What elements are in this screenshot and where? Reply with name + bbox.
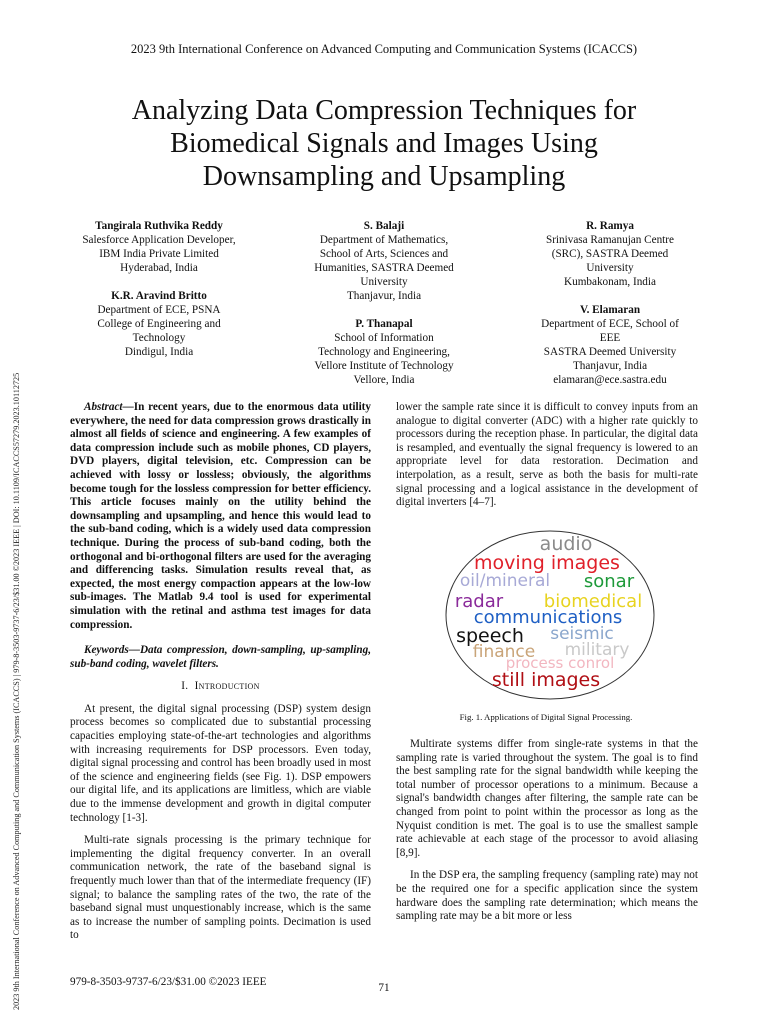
author-affiliation: Vellore Institute of Technology (314, 360, 454, 372)
doi-margin-note: 2023 9th International Conference on Advanced Computing and Communication Systems (ICACCS) | 979-8-3503-9737-6/23/$31.00 ©2023 IEEE | DOI: 10.1109/ICACCS57279.2023.10112725 (12, 372, 21, 1010)
word-radar: radar (454, 591, 504, 612)
author-affiliation: Technology (132, 332, 186, 344)
author-affiliation: Technology and Engineering, (318, 346, 450, 358)
author-affiliation: Srinivasa Ramanujan Centre (545, 234, 674, 246)
figure-caption: Fig. 1. Applications of Digital Signal Processing. (459, 712, 633, 722)
author-affiliation: Department of Mathematics, (319, 234, 449, 246)
body-paragraph: At present, the digital signal processing (DSP) system design process becomes so complicated due to substantial processing capacities employing state-of-the-art technologies and algorithms with increasing requirements for DSP processors. Even today, digital signal processing and control has been broadly used in most of the science and engineering fields (see Fig. 1). DSP empowers our digital life, and its applications are limitless, which are viable due to the immense development and growth in digital computer technology [1-3]. (70, 702, 371, 824)
word-finance: finance (472, 642, 536, 662)
author-affiliation: Thanjavur, India (346, 290, 422, 302)
word-audio: audio (539, 533, 593, 555)
word-cloud-svg (443, 527, 657, 703)
author-affiliation: University (360, 276, 408, 288)
author-block (60, 289, 258, 359)
copyright-footer: 979-8-3503-9737-6/23/$31.00 ©2023 IEEE (70, 976, 267, 988)
right-column-top (396, 401, 698, 519)
right-column-bottom (396, 738, 698, 933)
title-line: Downsampling and Upsampling (202, 161, 566, 192)
keywords (70, 644, 371, 671)
author-email[interactable]: elamaran@ece.sastra.edu (553, 374, 667, 386)
author-block (284, 317, 484, 387)
author-affiliation: Dindigul, India (124, 346, 194, 358)
body-paragraph: In the DSP era, the sampling frequency (sampling rate) may not be the required one for a specific application since the system hardware does the sampling rate determination; which means the sampling rate may be a bit more or less (396, 869, 698, 923)
author-block (512, 219, 708, 289)
author-affiliation: Hyderabad, India (120, 262, 198, 274)
author-affiliation: (SRC), SASTRA Deemed (551, 248, 669, 260)
conference-header: 2023 9th International Conference on Advanced Computing and Communication Systems (ICACCS) (130, 42, 638, 56)
author-block (512, 303, 708, 387)
title-line: Analyzing Data Compression Techniques for (131, 95, 637, 126)
word-sonar: sonar (583, 571, 635, 592)
word-process-conrol: process conrol (505, 654, 615, 672)
body-paragraph: Multirate systems differ from single-rate systems in that the sampling rate is varied throughout the system. The goal is to find the best sampling rate for the signal bandwidth while keeping the total number of processor operations to a minimum. Because a signal's bandwidth changes after filtering, the sample rate can be changed from point to point within the processor as long as the Nyquist condition is met. The goal is to use the smallest sample rate achievable at each stage of the processor to avoid aliasing [8,9]. (396, 738, 698, 859)
body-paragraph: lower the sample rate since it is difficult to convey inputs from an analogue to digital converter (ADC) with a higher rate quickly to processors during the reception phase. In particular, the digital data is resampled, and eventually the signal frequency is lowered to an appropriate level for data restoration. Decimation and interpolation, as a result, serve as both the basis for multi-rate signal processing and a logical assistance in the development of digital inverters [4–7]. (396, 401, 698, 509)
author-affiliation: Humanities, SASTRA Deemed (314, 262, 454, 274)
word-moving-images: moving images (474, 552, 620, 574)
author-affiliation: College of Engineering and (97, 318, 221, 330)
author-affiliation: IBM India Private Limited (99, 248, 219, 260)
left-column (70, 401, 371, 952)
body-paragraph: Multi-rate signals processing is the primary technique for implementing the digital frequency converter. In an overall communication network, the rate of the baseband signal is frequently much lower than that of the intermediate frequency (IF) signal; to balance the sampling rates of the two, the rate of the baseband signal must unquestionably increase, which is the same as to increase the number of sampling points. Decimation is used to (70, 834, 371, 942)
author-affiliation: Vellore, India (353, 374, 415, 386)
abstract (70, 401, 371, 632)
author-block (284, 219, 484, 303)
title-line: Biomedical Signals and Images Using (170, 128, 598, 159)
abstract-label: Abstract (84, 401, 123, 413)
section-title: Introduction (194, 680, 260, 693)
author-affiliation: SASTRA Deemed University (543, 346, 677, 358)
author-affiliation: EEE (599, 332, 621, 344)
word-seismic: seismic (550, 624, 614, 644)
author-name: K.R. Aravind Britto (111, 290, 207, 302)
section-heading (70, 680, 371, 694)
keywords-label: Keywords (84, 644, 129, 657)
author-name: S. Balaji (363, 220, 405, 232)
word-military: military (564, 640, 630, 660)
author-name: R. Ramya (586, 220, 634, 232)
author-affiliation: University (586, 262, 634, 274)
author-affiliation: School of Arts, Sciences and (319, 248, 449, 260)
word-biomedical: biomedical (543, 591, 643, 612)
author-affiliation: Salesforce Application Developer, (82, 234, 236, 246)
keywords-text: —Data compression, down-sampling, up-sampling, sub-band coding, wavelet filters. (70, 644, 371, 670)
figure-word-cloud (443, 527, 657, 703)
author-block (60, 219, 258, 275)
word-oil-mineral: oil/mineral (459, 571, 551, 591)
page-number: 71 (378, 982, 390, 994)
author-name: P. Thanapal (355, 318, 413, 330)
author-affiliation: Department of ECE, PSNA (97, 304, 221, 316)
author-name: V. Elamaran (579, 304, 641, 316)
author-affiliation: Department of ECE, School of (541, 318, 679, 330)
word-still-images: still images (491, 669, 601, 691)
author-affiliation: Kumbakonam, India (564, 276, 656, 288)
word-speech: speech (456, 625, 524, 647)
paper-title (60, 94, 708, 193)
section-number: I. (181, 680, 189, 693)
author-affiliation: Thanjavur, India (572, 360, 648, 372)
author-name: Tangirala Ruthvika Reddy (95, 220, 223, 232)
word-communications: communications (473, 607, 623, 628)
abstract-text: —In recent years, due to the enormous data utility everywhere, the need for data compression grows drastically in almost all fields of science and engineering. A few examples of data compression include such as mobile phones, CD players, DVD players, digital television, etc. Compression can be achieved with lossy or lossless; obviously, the algorithms become tough for the lossless compression for better efficiency. This article focuses mainly on the utility behind the downsampling and upsampling, and hence this would lead to the sub-band coding, which is a widely used data compression technique. During the process of sub-band coding, both the orthogonal and bi-orthogonal filters are used for the averaging and differencing tasks. Simulation results reveal that, as expected, the most energy compaction appears at the low-low sub-images. The Matlab 9.4 tool is used for experimental simulation with the retinal and asthma test images for data compression. (70, 401, 371, 631)
author-affiliation: School of Information (334, 332, 434, 344)
